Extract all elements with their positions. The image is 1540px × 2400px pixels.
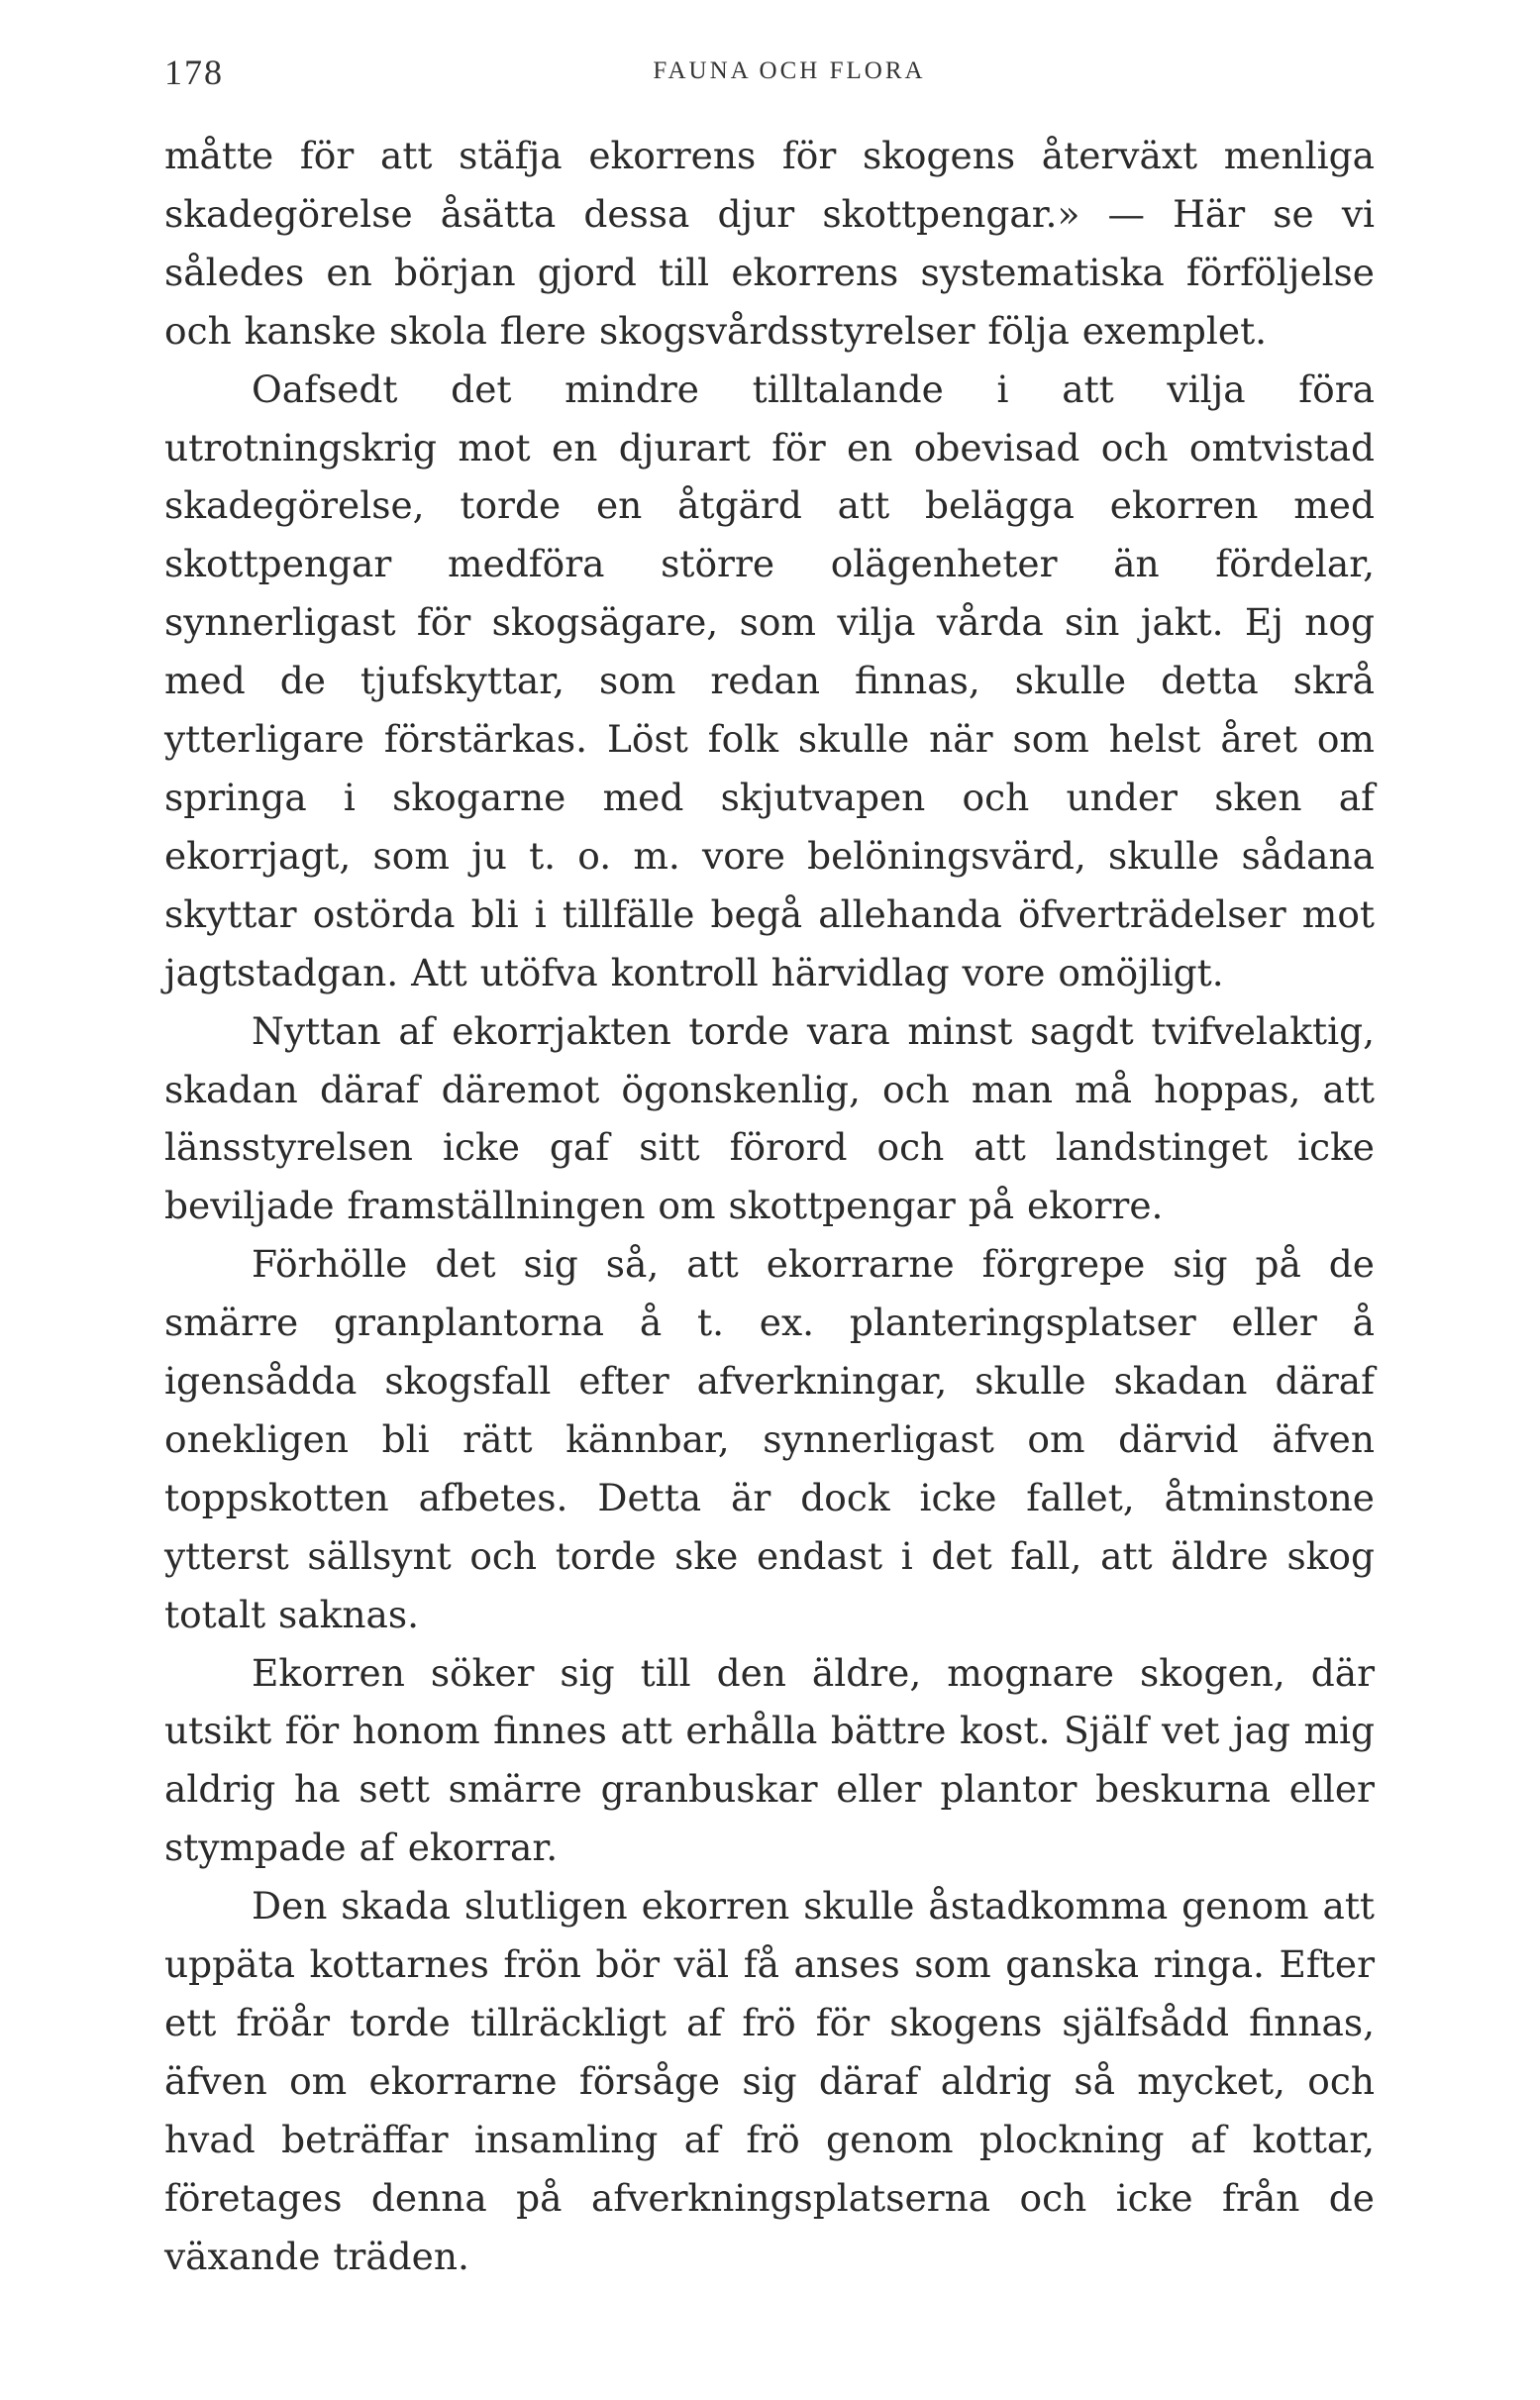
body-text (164, 127, 1375, 2286)
paragraph: Ekorren söker sig till den äldre, mognare skogen, där utsikt för honom finnes att erhålla bättre kost. Själf vet jag mig aldrig ha sett smärre granbuskar eller plantor beskurna eller stympade af ekorrar. (164, 1650, 1375, 1870)
paragraph: Nyttan af ekorrjakten torde vara minst sagdt tvifvelaktig, skadan däraf däremot ögonskenlig, och man må hoppas, att länsstyrelsen icke gaf sitt förord och att landstinget icke beviljade framställningen om skottpengar på ekorre. (164, 1008, 1375, 1228)
paragraph: Oafsedt det mindre tilltalande i att vilja föra utrotningskrig mot en djurart för en obevisad och omtvistad skadegörelse, torde en åtgärd att belägga ekorren med skottpengar medföra större olägenheter än fördelar, synnerligast för skogsägare, som vilja vårda sin jakt. Ej nog med de tjufskyttar, som redan finnas, skulle detta skrå ytterligare förstärkas. Löst folk skulle när som helst året om springa i skogarne med skjutvapen och under sken af ekorrjagt, som ju t. o. m. vore belöningsvärd, skulle sådana skyttar ostörda bli i tillfälle begå allehanda öfverträdelser mot jagtstadgan. Att utöfva kontroll härvidlag vore omöjligt. (164, 366, 1375, 994)
paragraph: Den skada slutligen ekorren skulle åstadkomma genom att uppäta kottarnes frön bör väl få anses som ganska ringa. Efter ett fröår torde tillräckligt af frö för skogens själfsådd finnas, äfven om ekorrarne försåge sig däraf aldrig så mycket, och hvad beträffar insamling af frö genom plockning af kottar, företages denna på afverkningsplatserna och icke från de växande träden. (164, 1884, 1375, 2278)
paragraph-continued: måtte för att stäfja ekorrens för skogens återväxt menliga skadegörelse åsätta dessa djur skottpengar.» — Här se vi således en början gjord till ekorrens systematiska förföljelse och kanske skola flere skogsvårdsstyrelser följa exemplet. (164, 134, 1375, 353)
running-head (164, 52, 1375, 91)
running-title: FAUNA OCH FLORA (653, 57, 926, 84)
page-number: 178 (164, 52, 224, 92)
paragraph: Förhölle det sig så, att ekorrarne förgrepe sig på de smärre granplantorna å t. ex. planteringsplatser eller å igensådda skogsfall efter afverkningar, skulle skadan däraf onekligen bli rätt kännbar, synnerligast om därvid äfven toppskotten afbetes. Detta är dock icke fallet, åtminstone ytterst sällsynt och torde ske endast i det fall, att äldre skog totalt saknas. (164, 1242, 1375, 1636)
